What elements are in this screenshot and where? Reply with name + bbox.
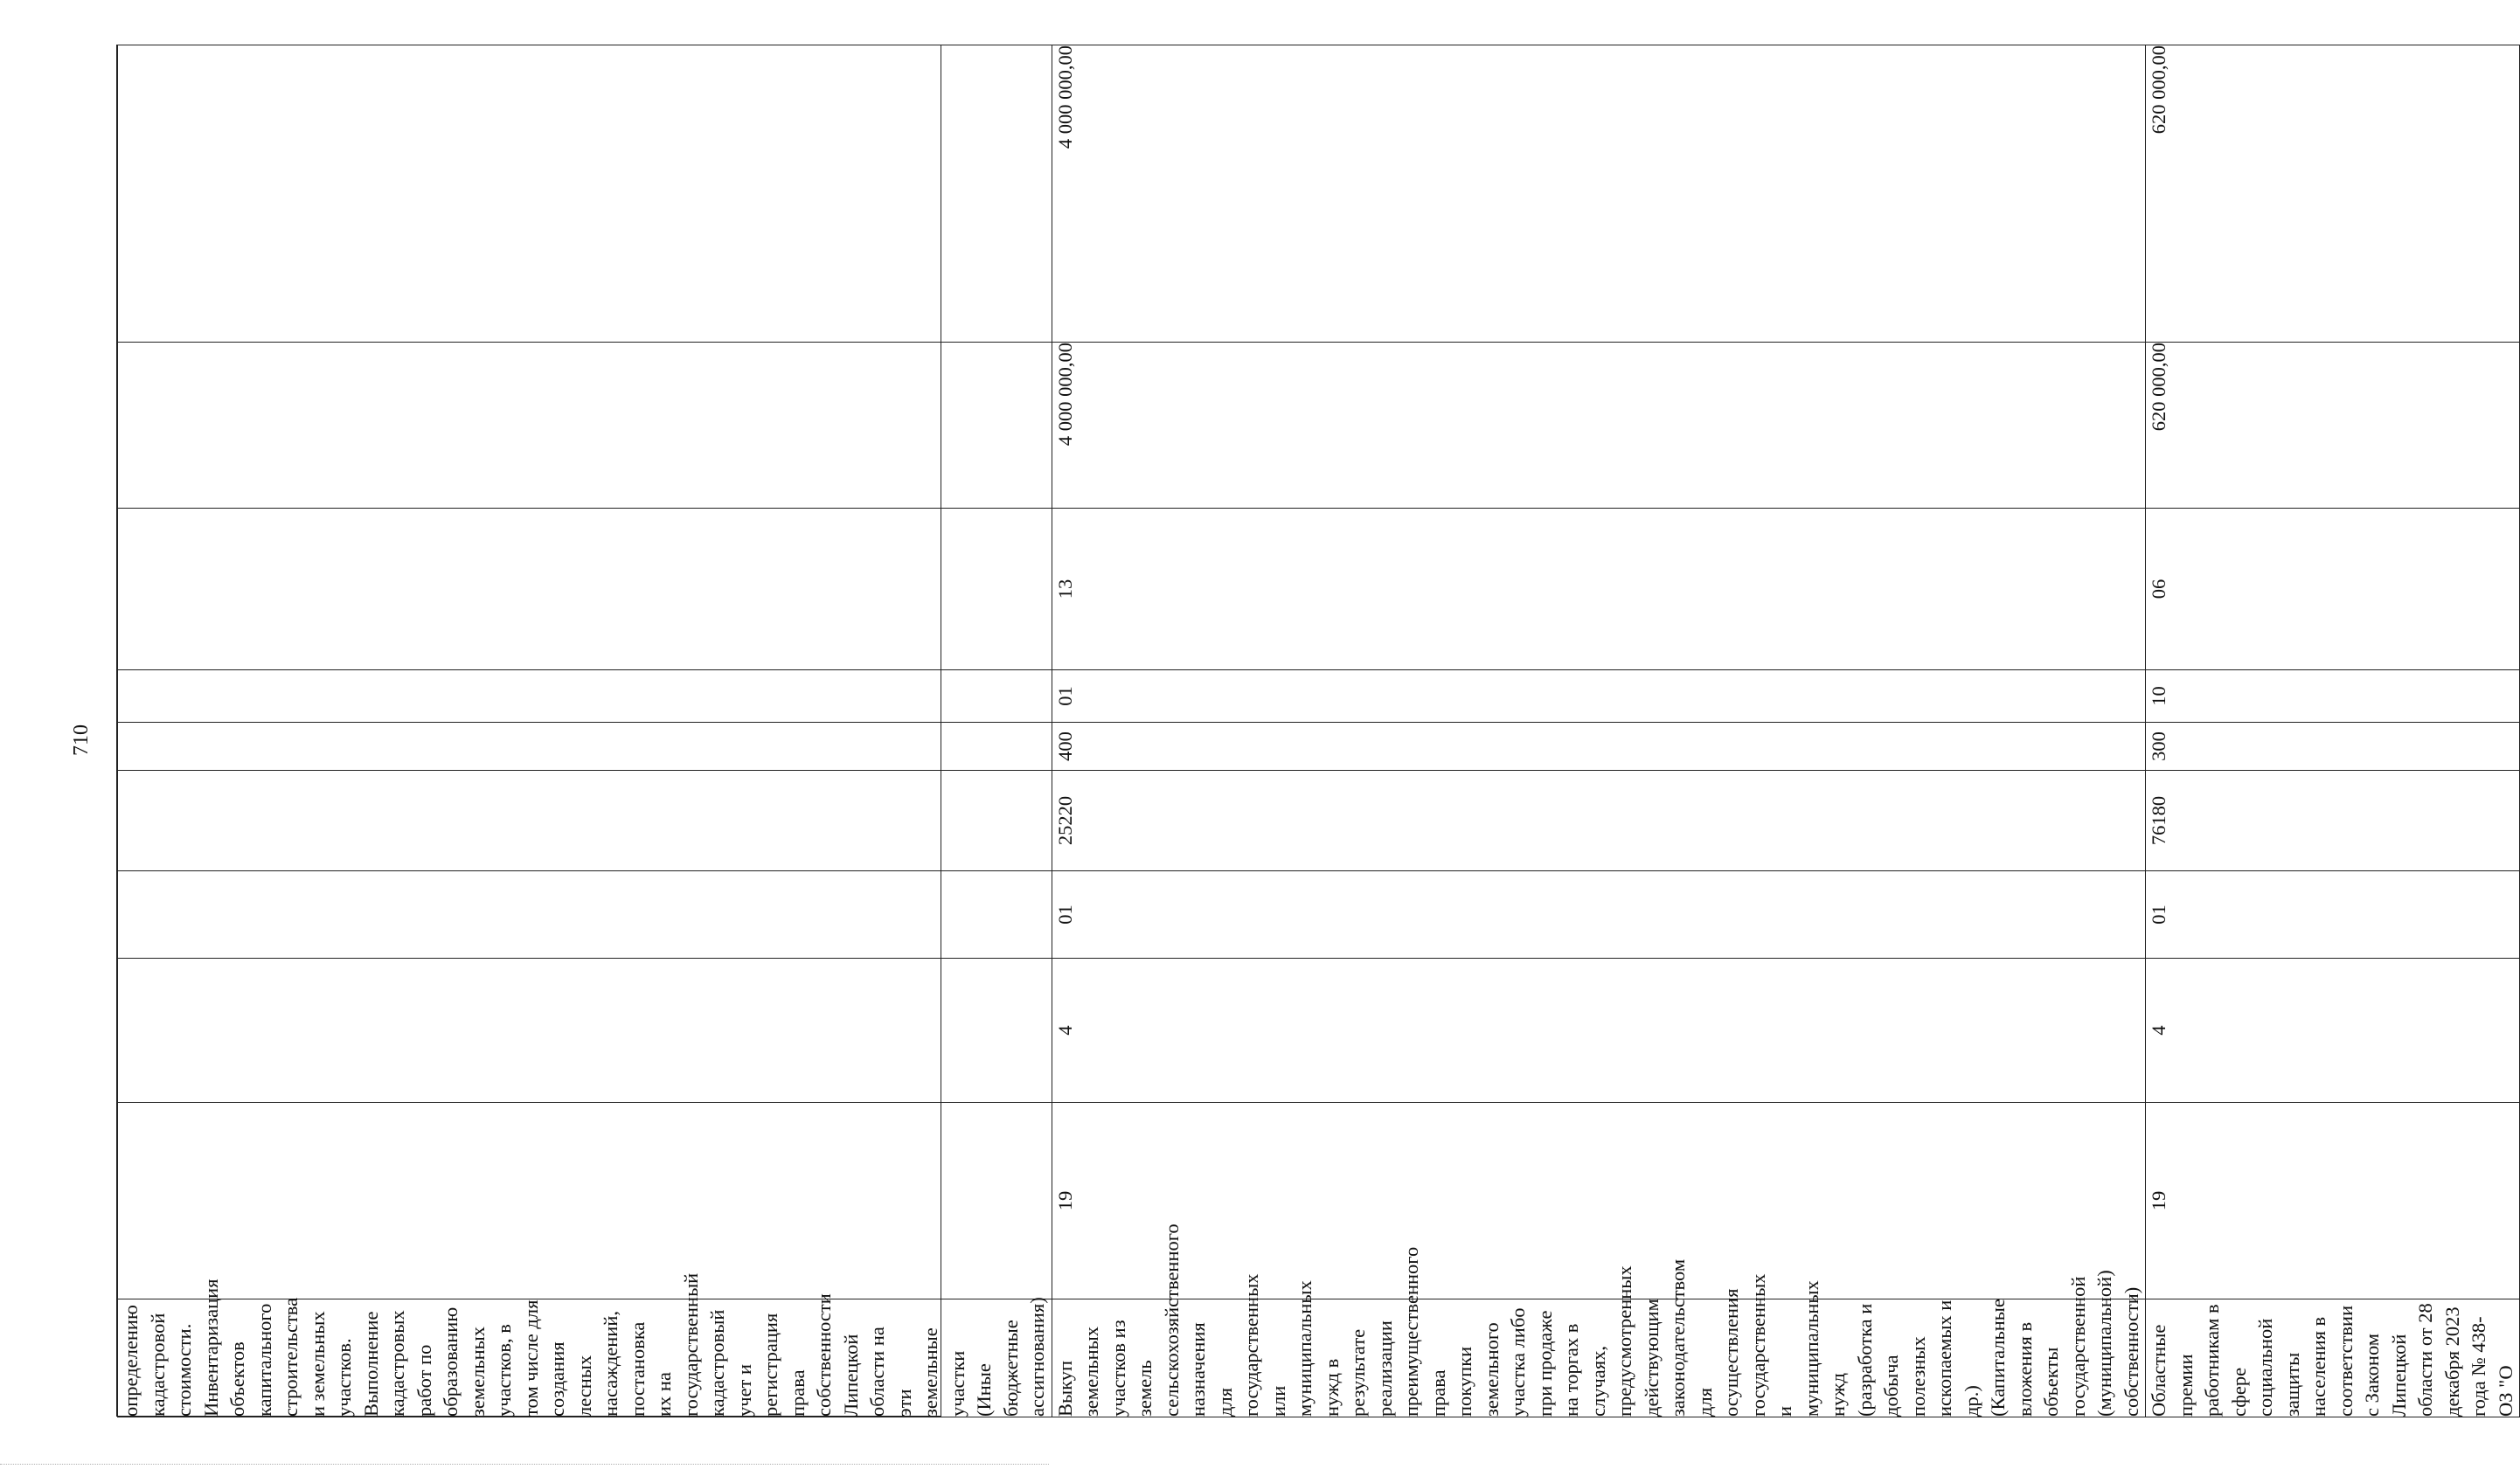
cell-amount-1: 620 000,00 — [2146, 343, 2520, 509]
cell-col1: 19 — [1052, 1103, 2146, 1299]
cell-amount-3 — [118, 45, 1052, 343]
row-description: определению кадастровой стоимости. Инвентаризация объектов капитального строительства и земельных участков. Выполнение кадастровых работ по образованию земельных участков, в том числе для создания лесных насаждений, постановка их на государственный кадастровый учет и регистрация права собственности Липецкой области на эти земельные участки (Иные бюджетные ассигнования) — [118, 1299, 1052, 1417]
cell-col3: 01 — [1052, 871, 2146, 959]
cell-col5: 400 — [1052, 723, 2146, 771]
cell-col3 — [118, 871, 1052, 959]
budget-table — [117, 45, 2520, 1417]
cell-col5 — [118, 723, 1052, 771]
table-row — [2146, 45, 2520, 1417]
cell-col6 — [118, 670, 1052, 723]
cell-col2 — [118, 959, 1052, 1103]
budget-table-frame — [116, 45, 2517, 1417]
table-row — [1052, 45, 2146, 1417]
row-description: Выкуп земельных участков из земель сельскохозяйственного назначения для государственных или муниципальных нужд в результате реализации преимущественного права покупки земельного участка либо при продаже на торгах в случаях, предусмотренных действующим законодательством для осуществления государственных и муниципальных нужд (разработка и добыча полезных ископаемых и др.) (Капитальные вложения в объекты государственной (муниципальной) собственности) — [1052, 1299, 2146, 1417]
cell-amount-2: 4 000 000,00 — [1052, 45, 2146, 343]
cell-col1: 19 — [2146, 1103, 2520, 1299]
page-number: 710 — [70, 724, 93, 756]
cell-col7: 06 — [2146, 509, 2520, 670]
cell-col2: 4 — [2146, 959, 2520, 1103]
cell-col2: 4 — [1052, 959, 2146, 1103]
row-description: Областные премии работникам в сфере социальной защиты населения в соответствии с Законом Липецкой области от 28 декабря 2023 года № 438-ОЗ "О — [2146, 1299, 2520, 1417]
table-row — [118, 45, 1052, 1417]
cell-amount-1: 4 000 000,00 — [1052, 343, 2146, 509]
scan-edge-line — [0, 1464, 1049, 1465]
cell-col7: 13 — [1052, 509, 2146, 670]
cell-col1 — [118, 1103, 1052, 1299]
cell-col5: 300 — [2146, 723, 2520, 771]
cell-col4: 25220 — [1052, 771, 2146, 871]
budget-table-rotated-view — [117, 45, 2517, 1417]
cell-amount-1 — [118, 509, 1052, 670]
cell-col6: 10 — [2146, 670, 2520, 723]
cell-col6: 01 — [1052, 670, 2146, 723]
cell-col4: 76180 — [2146, 771, 2520, 871]
cell-col3: 01 — [2146, 871, 2520, 959]
cell-col4 — [118, 771, 1052, 871]
cell-amount-2 — [118, 343, 1052, 509]
cell-amount-2: 620 000,00 — [2146, 45, 2520, 343]
